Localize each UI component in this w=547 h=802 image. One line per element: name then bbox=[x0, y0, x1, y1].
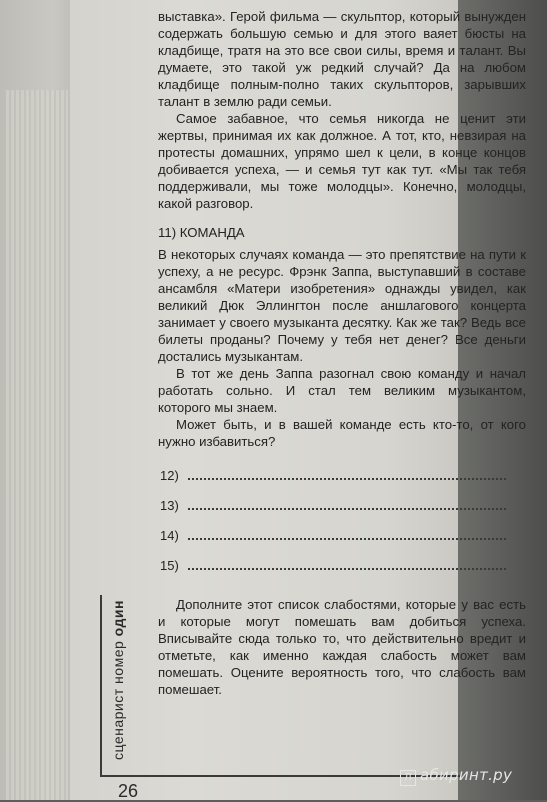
paragraph-6: Дополните этот список слабостями, которые у вас есть и которые могут помешать вам добиться успеха. Вписывайте сюда только то, что действительно вредит и отметьте, как именно каждая слабость может вам помешать. Оцените вероятность того, что слабость вам помешает. bbox=[158, 597, 526, 697]
paragraph-1: выставка». Герой фильма — скульптор, который вынужден содержать большую семью и для этого ваяет бюсты на кладбище, тратя на это все свои силы, время и талант. Вы думаете, это такой уж редкий случай? Да на любом кладбище полным-полно таких скульпторов, зарывших талант в землю ради семьи. bbox=[158, 9, 526, 109]
watermark-text: абиринт.ру bbox=[420, 766, 513, 784]
section-heading: 11) КОМАНДА bbox=[158, 225, 245, 240]
blank-line-14[interactable] bbox=[160, 514, 526, 544]
dotted-line bbox=[188, 537, 506, 540]
page-stack-edge bbox=[6, 90, 68, 800]
paragraph-5: Может быть, и в вашей команде есть кто-то, от кого нужно избавиться? bbox=[158, 417, 526, 449]
spine-label bbox=[108, 590, 130, 780]
page-number: 26 bbox=[118, 781, 139, 801]
blank-number: 12) bbox=[160, 468, 179, 483]
page-content bbox=[158, 8, 526, 698]
dotted-line bbox=[188, 567, 506, 570]
blank-line-15[interactable] bbox=[160, 544, 526, 574]
paragraph-3: В некоторых случаях команда — это препятствие на пути к успеху, а не ресурс. Фрэнк Заппа, выступавший в составе ансамбля «Матери изобретения» однажды увидел, как великий Дюк Эллингтон после аншлагового концерта занимает у своего музыканта десятку. Как же так? Ведь все билеты проданы? Почему у тебя нет денег? Все деньги достались музыкантам. bbox=[158, 247, 526, 364]
running-title bbox=[110, 590, 126, 770]
dotted-line bbox=[188, 477, 506, 480]
running-title-prefix: сценарист номер bbox=[110, 636, 126, 761]
blank-line-12[interactable] bbox=[160, 454, 526, 484]
dotted-line bbox=[188, 507, 506, 510]
paragraph-2: Самое забавное, что семья никогда не ценит эти жертвы, принимая их как должное. А тот, кто, невзирая на протесты домашних, упрямо шел к цели, в конце концов добивается успеха, — и семья тут как тут. «Мы так тебя поддерживали, мы тоже молодцы». Конечно, молодцы, какой разговор. bbox=[158, 111, 526, 211]
blank-line-13[interactable] bbox=[160, 484, 526, 514]
running-title-bold: один bbox=[110, 600, 126, 637]
paragraph-4: В тот же день Заппа разогнал свою команду и начал работать сольно. И стал тем великим музыкантом, которого мы знаем. bbox=[158, 366, 526, 415]
labirint-logo-icon: Л bbox=[400, 770, 416, 786]
blank-number: 15) bbox=[160, 558, 179, 573]
watermark bbox=[400, 766, 512, 786]
blank-number: 13) bbox=[160, 498, 179, 513]
spine-divider bbox=[100, 595, 102, 776]
blank-number: 14) bbox=[160, 528, 179, 543]
